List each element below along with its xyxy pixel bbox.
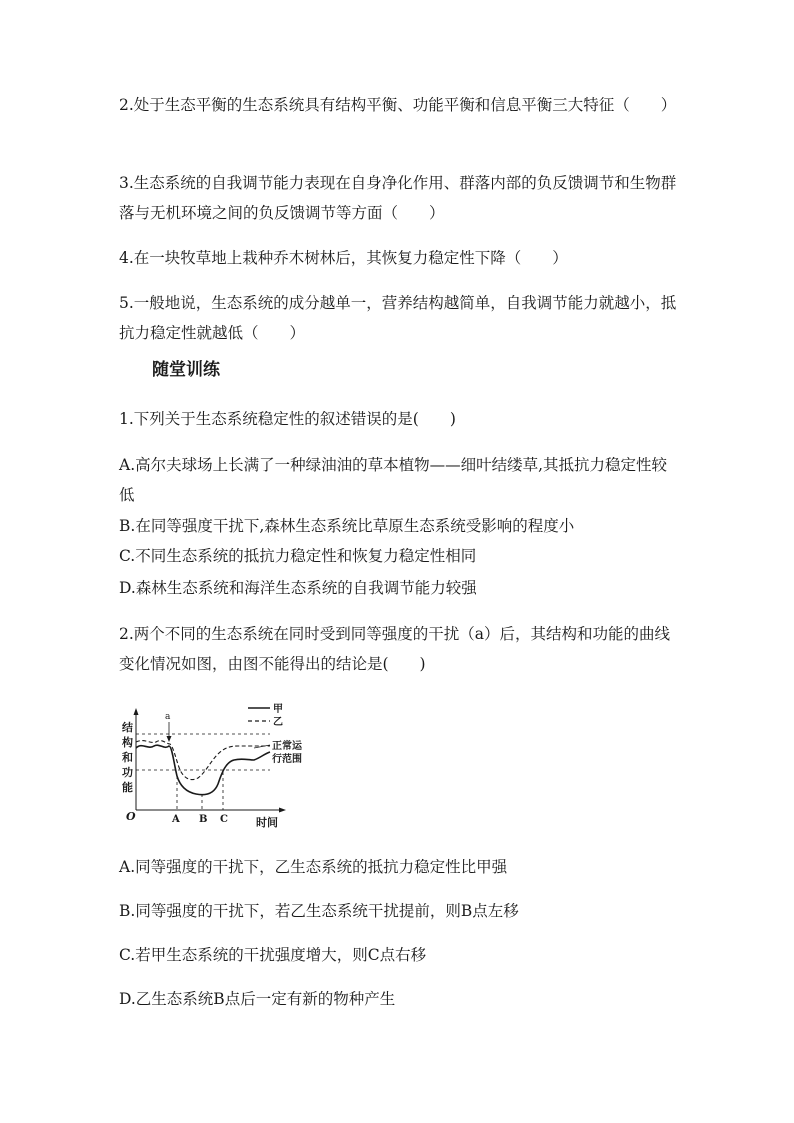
statement-4: 4.在一块牧草地上栽种乔木树林后，其恢复力稳定性下降（ ）: [119, 249, 568, 267]
statement-2: 2.处于生态平衡的生态系统具有结构平衡、功能平衡和信息平衡三大特征（ ）: [119, 96, 677, 114]
y-label-char: 功: [122, 766, 133, 779]
q2-option-b: B.同等强度的干扰下，若乙生态系统干扰提前，则B点左移: [119, 902, 519, 920]
q2-option-d: D.乙生态系统B点后一定有新的物种产生: [119, 990, 396, 1008]
x-axis-arrow: [279, 808, 286, 813]
q1-option-d: D.森林生态系统和海洋生态系统的自我调节能力较强: [119, 579, 477, 597]
q1-stem: 1.下列关于生态系统稳定性的叙述错误的是( ): [119, 410, 456, 428]
disturbance-arrowhead: [167, 736, 172, 742]
q2-option-a: A.同等强度的干扰下，乙生态系统的抵抗力稳定性比甲强: [119, 858, 508, 876]
q2-stem: 2.两个不同的生态系统在同时受到同等强度的干扰（a）后，其结构和功能的曲线变化情况如图，由图不能得出的结论是( ): [119, 625, 671, 673]
y-axis-arrow: [134, 708, 139, 715]
x-point-label: A: [172, 814, 180, 825]
origin-label: O: [126, 810, 136, 823]
range-label: 正常运: [272, 741, 302, 752]
y-label-char: 结: [122, 721, 133, 734]
y-label-char: 构: [122, 736, 133, 749]
marker-label: a: [165, 712, 171, 722]
stability-figure: [114, 698, 304, 832]
y-label-char: 能: [122, 781, 133, 794]
x-axis-label: 时间: [256, 816, 278, 829]
y-label-char: 和: [122, 751, 133, 764]
legend-label: 乙: [273, 717, 283, 728]
x-point-label: C: [220, 814, 228, 825]
q1-option-a: A.高尔夫球场上长满了一种绿油油的草本植物——细叶结缕草,其抵抗力稳定性较低: [119, 456, 668, 504]
statement-3: 3.生态系统的自我调节能力表现在自身净化作用、群落内部的负反馈调节和生物群落与无机环境之间的负反馈调节等方面（ ）: [119, 174, 677, 222]
x-point-label: B: [199, 814, 208, 825]
legend-label: 甲: [273, 704, 283, 715]
q1-option-c: C.不同生态系统的抵抗力稳定性和恢复力稳定性相同: [119, 547, 477, 565]
section-title: 随堂训练: [152, 360, 220, 380]
q1-option-b: B.在同等强度干扰下,森林生态系统比草原生态系统受影响的程度小: [119, 517, 575, 535]
range-label: 行范围: [272, 754, 302, 765]
q2-option-c: C.若甲生态系统的干扰强度增大，则C点右移: [119, 946, 427, 964]
statement-5: 5.一般地说，生态系统的成分越单一，营养结构越简单，自我调节能力就越小，抵抗力稳定性就越低（ ）: [119, 294, 677, 342]
